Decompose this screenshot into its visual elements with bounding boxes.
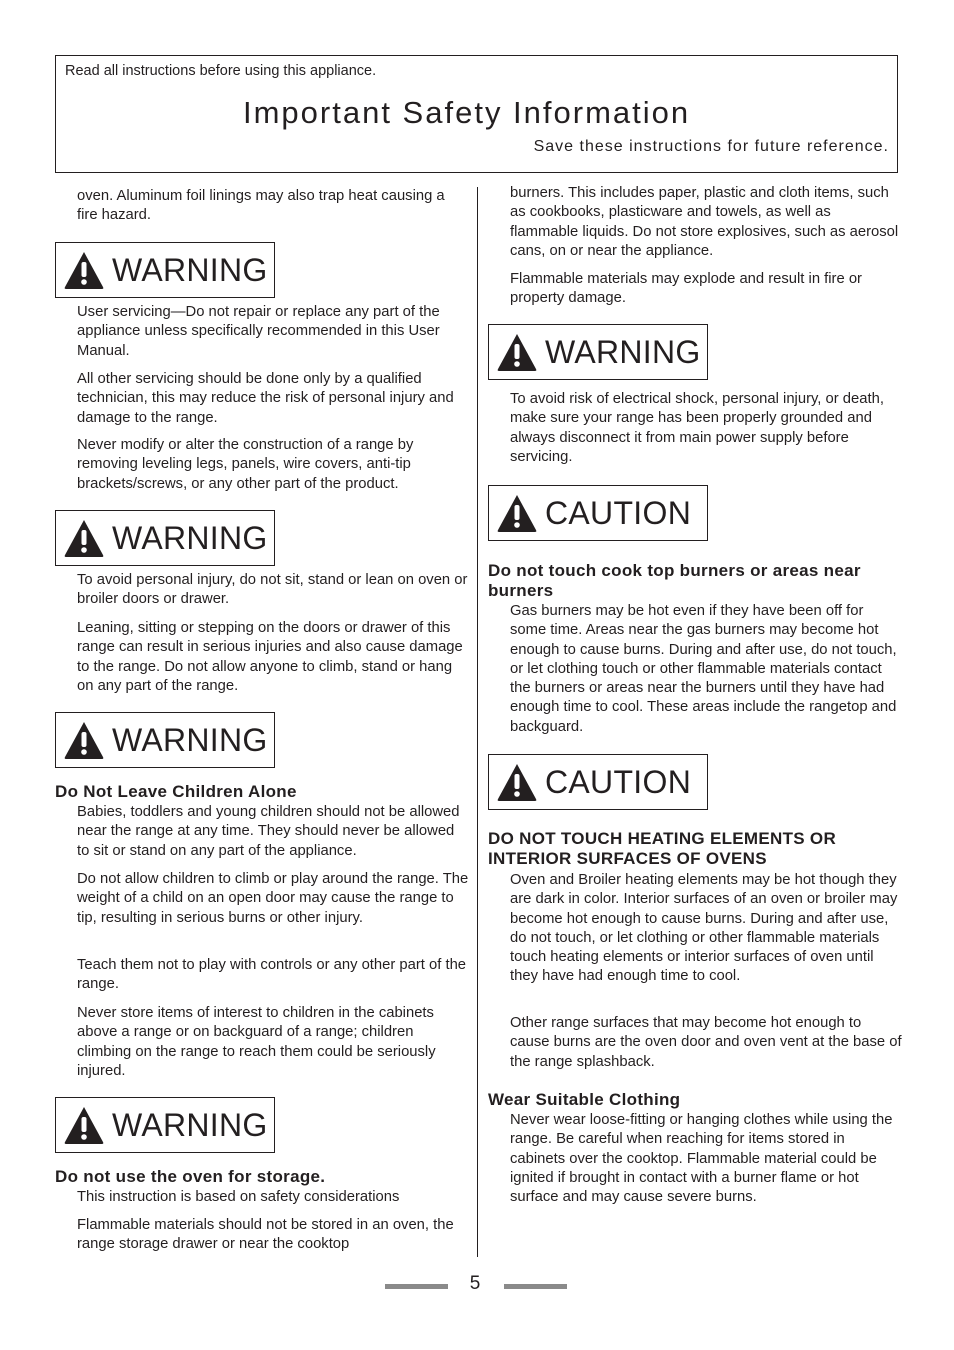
paragraph: Never store items of interest to children in the cabinets above a range or on backguard of a range; children climbing on the range to reach them could be seriously injured. xyxy=(77,1005,436,1079)
section-heading: Do not touch cook top burners or areas near burners xyxy=(488,561,861,600)
warning-sign xyxy=(55,510,275,566)
paragraph: All other servicing should be done only by a qualified technician, this may reduce the risk of personal injury and damage to the range. xyxy=(77,371,454,426)
warning-sign xyxy=(55,712,275,768)
warning-label: WARNING xyxy=(112,251,268,288)
header-subtitle: Save these instructions for future reference. xyxy=(533,138,889,155)
paragraph: Babies, toddlers and young children should not be allowed near the range at any time. They should never be allowed to sit or stand on any part of the appliance. xyxy=(77,804,460,859)
section-heading: Do Not Leave Children Alone xyxy=(55,782,297,801)
warning-triangle-icon xyxy=(64,518,104,558)
header-box xyxy=(55,55,898,173)
warning-label: WARNING xyxy=(545,333,701,370)
paragraph: Do not allow children to climb or play around the range. The weight of a child on an open door may cause the range to tip, resulting in serious burns or other injury. xyxy=(77,871,469,926)
paragraph: Other range surfaces that may become hot enough to cause burns are the oven door and oven vent at the base of the range splashback. xyxy=(510,1015,902,1070)
caution-label: CAUTION xyxy=(545,763,692,800)
paragraph: To avoid personal injury, do not sit, stand or lean on oven or broiler doors or drawer. xyxy=(77,572,468,608)
warning-sign xyxy=(55,1097,275,1153)
page-title: Important Safety Information xyxy=(243,95,691,130)
section-heading: Do not use the oven for storage. xyxy=(55,1167,326,1186)
page-number: 5 xyxy=(469,1273,481,1294)
paragraph: User servicing—Do not repair or replace any part of the appliance unless specifically recommended in this User Manual. xyxy=(77,304,440,359)
caution-label: CAUTION xyxy=(545,494,692,531)
paragraph: Never modify or alter the construction of a range by removing leveling legs, panels, wire covers, anti-tip brackets/screws, or any other part of the product. xyxy=(77,437,414,492)
section-heading: DO NOT TOUCH HEATING ELEMENTS OR INTERIOR SURFACES OF OVENS xyxy=(488,829,837,868)
warning-sign xyxy=(55,242,275,298)
warning-triangle-icon xyxy=(497,332,537,372)
paragraph: Gas burners may be hot even if they have been off for some time. Areas near the gas burners may become hot enough to cause burns. During and after use, do not touch, or let clothing touch or other flammable materials contact the burners or areas near the burners until they have had enough time to cool. These areas include the rangetop and backguard. xyxy=(510,603,897,735)
paragraph: This instruction is based on safety considerations xyxy=(77,1189,400,1205)
footer-bar-right xyxy=(504,1284,567,1289)
warning-triangle-icon xyxy=(64,250,104,290)
caution-sign xyxy=(488,754,708,810)
warning-triangle-icon xyxy=(64,720,104,760)
paragraph: To avoid risk of electrical shock, personal injury, or death, make sure your range has been properly grounded and always disconnect it from main power supply before servicing. xyxy=(510,391,884,465)
paragraph: Leaning, sitting or stepping on the doors or drawer of this range can result in serious injuries and also cause damage to the range. Do not allow anyone to climb, stand or hang on any part of the range. xyxy=(77,620,463,694)
warning-triangle-icon xyxy=(497,762,537,802)
paragraph: Never wear loose-fitting or hanging clothes while using the range. Be careful when reaching for items stored in cabinets over the cooktop. Flammable material could be ignited if brought in contact with a burner flame or hot surface and may cause severe burns. xyxy=(510,1112,893,1206)
paragraph: oven. Aluminum foil linings may also trap heat causing a fire hazard. xyxy=(77,188,445,224)
footer-bar-left xyxy=(385,1284,448,1289)
paragraph: Flammable materials may explode and result in fire or property damage. xyxy=(510,271,862,307)
paragraph: burners. This includes paper, plastic and cloth items, such as cookbooks, plasticware and towels, as well as flammable liquids. Do not store explosives, such as aerosol cans, on or near the appliance. xyxy=(510,185,899,259)
warning-label: WARNING xyxy=(112,1106,268,1143)
warning-label: WARNING xyxy=(112,721,268,758)
section-heading: Wear Suitable Clothing xyxy=(488,1090,681,1109)
warning-triangle-icon xyxy=(497,493,537,533)
warning-label: WARNING xyxy=(112,519,268,556)
paragraph: Oven and Broiler heating elements may be hot though they are dark in color. Interior surfaces of an oven or broiler may become hot enough to cause burns. During and after use, do not touch, or let clothing or other flammable materials touch heating elements or interior surfaces of oven until they have had enough time to cool. xyxy=(510,872,898,985)
warning-triangle-icon xyxy=(64,1105,104,1145)
column-divider xyxy=(477,187,478,1257)
warning-sign xyxy=(488,324,708,380)
caution-sign xyxy=(488,485,708,541)
header-note: Read all instructions before using this appliance. xyxy=(65,63,377,79)
paragraph: Flammable materials should not be stored in an oven, the range storage drawer or near the cooktop xyxy=(77,1217,454,1253)
paragraph: Teach them not to play with controls or any other part of the range. xyxy=(77,957,467,993)
